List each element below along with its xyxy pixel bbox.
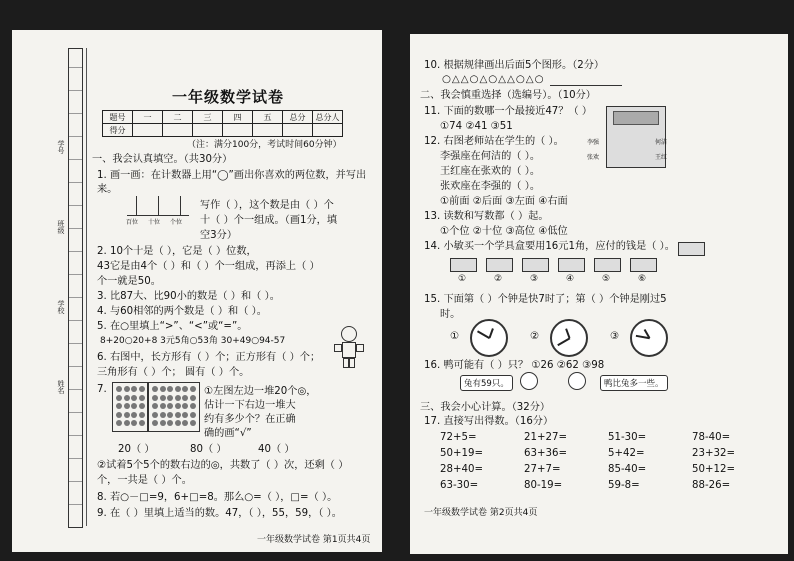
- page-1-footer: 一年级数学试卷 第1页共4页: [257, 535, 371, 545]
- clock-icon[interactable]: [470, 319, 508, 357]
- score-cell[interactable]: [253, 124, 283, 137]
- name-li-qiang: 李强: [587, 139, 600, 146]
- ball: [160, 403, 166, 409]
- q7-part2-line1: ②试着5个5个的数右边的◎，共数了（ ）次，还剩（ ）: [97, 460, 349, 471]
- score-header-cell: 总分: [283, 111, 313, 124]
- score-header-row: [103, 111, 343, 124]
- q7-text1: ①左图左边一堆20个◎，: [204, 386, 317, 397]
- q5: 5. 在○里填上“>”、“<”或“=”。: [97, 321, 248, 332]
- q4: 4. 与60相邻的两个数是（ ）和（ ）。: [97, 306, 267, 317]
- ball: [190, 412, 196, 418]
- calculation-item[interactable]: 59-8=: [608, 480, 640, 491]
- ball: [160, 386, 166, 392]
- side-label-school: 学校: [57, 300, 65, 314]
- calculation-item[interactable]: 50+12=: [692, 464, 735, 475]
- q5-expressions: 8+20○20+8 3元5角○53角 30+49○94-57: [100, 336, 286, 346]
- score-header-cell: 二: [163, 111, 193, 124]
- q7-number: 7.: [97, 384, 107, 395]
- q12-options: ①前面 ②后面 ③左面 ④右面: [440, 196, 568, 207]
- name-zhang-huan: 张欢: [587, 154, 600, 161]
- calculation-item[interactable]: 5+42=: [608, 448, 645, 459]
- ball: [131, 386, 137, 392]
- clock-option-label: ①: [450, 331, 460, 342]
- q10: 10. 根据规律画出后面5个图形。（2分）: [424, 60, 605, 71]
- ball: [175, 386, 181, 392]
- clock-icon[interactable]: [550, 319, 588, 357]
- score-header-cell: 一: [133, 111, 163, 124]
- q17: 17. 直接写出得数。（16分）: [424, 416, 554, 427]
- ball: [182, 403, 188, 409]
- q7-option-40[interactable]: 40（ ）: [258, 444, 295, 455]
- abacus-rod-ones: [180, 196, 181, 216]
- ball: [131, 420, 137, 426]
- q3: 3. 比87大、比90小的数是（ ）和（ ）。: [97, 291, 280, 302]
- calculation-item[interactable]: 85-40=: [608, 464, 647, 475]
- score-row-label: 得分: [103, 124, 133, 137]
- q7-text2: 估计一下右边一堆大: [204, 400, 296, 411]
- calculation-item[interactable]: 63-30=: [440, 480, 479, 491]
- calculation-item[interactable]: 50+19=: [440, 448, 483, 459]
- q13-options: ①个位 ②十位 ③高位 ④低位: [440, 226, 568, 237]
- score-table: [102, 110, 343, 137]
- money-option-image[interactable]: [522, 258, 549, 272]
- exam-page-2: [410, 34, 788, 554]
- calculation-item[interactable]: 72+5=: [440, 432, 477, 443]
- ball: [152, 412, 158, 418]
- money-option-image[interactable]: [558, 258, 585, 272]
- robot-leg-rect: [349, 358, 355, 368]
- ball: [167, 420, 173, 426]
- score-header-cell: 五: [253, 111, 283, 124]
- clock-minute-hand: [557, 337, 570, 345]
- ball: [160, 395, 166, 401]
- money-option-label: ⑤: [602, 274, 611, 284]
- ball: [131, 403, 137, 409]
- ball: [190, 395, 196, 401]
- ball: [160, 412, 166, 418]
- clock-minute-hand: [477, 330, 490, 338]
- q1-line5: 空3分）: [200, 230, 238, 241]
- abacus-label-ones: 个位: [170, 219, 183, 226]
- ball: [139, 395, 145, 401]
- score-header-cell: 总分人: [313, 111, 343, 124]
- q8: 8. 若○－□=9，6+□=8。那么○=（ ），□=（ ）。: [97, 492, 338, 503]
- ball: [116, 412, 122, 418]
- robot-arm-square: [356, 344, 364, 352]
- q2-line1: 2. 10个十是（ ），它是（ ）位数，: [97, 246, 257, 257]
- ball: [116, 386, 122, 392]
- ball: [124, 386, 130, 392]
- ball: [152, 420, 158, 426]
- ball: [124, 395, 130, 401]
- duck-speech-bubble: 鸭比兔多一些。: [600, 375, 668, 391]
- section-3-heading: 三、我会小心计算。（32分）: [420, 402, 551, 413]
- ball: [152, 395, 158, 401]
- ball: [167, 412, 173, 418]
- calculation-item[interactable]: 63+36=: [524, 448, 567, 459]
- ball: [131, 395, 137, 401]
- ball: [175, 395, 181, 401]
- q2-line2: 43它是由4个（ ）和（ ）个一组成，再添上（ ）: [97, 261, 320, 272]
- calculation-item[interactable]: 23+32=: [692, 448, 735, 459]
- classroom-picture: [587, 106, 668, 168]
- ball: [124, 420, 130, 426]
- side-label-class: 班级: [57, 220, 65, 234]
- q13: 13. 读数和写数都（ ）起。: [424, 211, 549, 222]
- q10-answer-line[interactable]: [550, 85, 622, 86]
- robot-body-rect: [342, 342, 356, 358]
- q1-line4: 十（ ）个一组成。（画1分，填: [200, 215, 338, 226]
- q12-line2: 李强座在何洁的（ ）。: [440, 151, 541, 162]
- q7-text4: 确的画“√”: [204, 428, 252, 439]
- q10-pattern: ○△△○△○△△○△○: [442, 74, 545, 85]
- ball: [175, 412, 181, 418]
- score-cell[interactable]: [193, 124, 223, 137]
- exam-title: 一年级数学试卷: [172, 88, 285, 106]
- ball: [131, 412, 137, 418]
- abacus-rod-hundreds: [136, 196, 137, 216]
- name-wang-hong: 王红: [655, 154, 668, 161]
- calculation-item[interactable]: 21+27=: [524, 432, 567, 443]
- score-cell[interactable]: [313, 124, 343, 137]
- ball: [167, 395, 173, 401]
- money-option-image[interactable]: [450, 258, 477, 272]
- money-option-label: ①: [458, 274, 467, 284]
- child-face-icon: [568, 372, 586, 390]
- q15-line2: 时。: [440, 309, 461, 320]
- score-header-cell: 题号: [103, 111, 133, 124]
- q7-part2-line2: 个，一共是（ ）个。: [97, 475, 192, 486]
- ball: [190, 403, 196, 409]
- money-option-image[interactable]: [486, 258, 513, 272]
- q7-option-80[interactable]: 80（ ）: [190, 444, 227, 455]
- rabbit-speech-bubble: 兔有59只。: [460, 375, 513, 391]
- robot-arm-square: [334, 344, 342, 352]
- q1-line3: 写作（ ），这个数是由（ ）个: [200, 200, 334, 211]
- q7-option-20[interactable]: 20（ ）: [118, 444, 155, 455]
- abacus-label-tens: 十位: [148, 219, 161, 226]
- ball: [116, 395, 122, 401]
- money-option-label: ③: [530, 274, 539, 284]
- side-label-name: 姓名: [57, 380, 65, 394]
- ball: [182, 412, 188, 418]
- calculation-item[interactable]: 28+40=: [440, 464, 483, 475]
- ball: [116, 420, 122, 426]
- page-2-footer: 一年级数学试卷 第2页共4页: [424, 508, 538, 518]
- q9: 9. 在（ ）里填上适当的数。47，（ ），55，59，（ ）。: [97, 508, 342, 519]
- q12-line4: 张欢座在李强的（ ）。: [440, 181, 541, 192]
- q12-line3: 王红座在张欢的（ ）。: [440, 166, 541, 177]
- q14: 14. 小敏买一个学具盒要用16元1角，应付的钱是（ ）。: [424, 241, 675, 252]
- score-cell[interactable]: [283, 124, 313, 137]
- money-option-image[interactable]: [594, 258, 621, 272]
- exam-note: （注：满分100分，考试时间60分钟）: [187, 140, 342, 150]
- clock-option-label: ②: [530, 331, 540, 342]
- ball: [152, 403, 158, 409]
- q6-line2: 三角形有（ ）个； 圆有（ ）个。: [97, 367, 250, 378]
- q1-line2: 来。: [97, 184, 118, 195]
- abacus-label-hundreds: 百位: [126, 219, 139, 226]
- robot-head-circle: [341, 326, 357, 342]
- money-note-icon: [678, 242, 705, 256]
- ball: [190, 420, 196, 426]
- money-option-label: ②: [494, 274, 503, 284]
- section-1-heading: 一、我会认真填空。（共30分）: [92, 154, 233, 165]
- q7-text3: 约有多少个？在正确: [204, 414, 296, 425]
- q11: 11. 下面的数哪一个最接近47？（ ）: [424, 106, 593, 117]
- ball: [139, 403, 145, 409]
- clock-icon[interactable]: [630, 319, 668, 357]
- ball: [175, 403, 181, 409]
- ball: [124, 403, 130, 409]
- ball: [182, 386, 188, 392]
- score-cell[interactable]: [163, 124, 193, 137]
- clock-option-label: ③: [610, 331, 620, 342]
- money-option-label: ④: [566, 274, 575, 284]
- ball: [124, 412, 130, 418]
- ball: [167, 386, 173, 392]
- ball: [139, 412, 145, 418]
- q12-line1: 12. 右图老师站在学生的（ ）。: [424, 136, 564, 147]
- calculation-item[interactable]: 27+7=: [524, 464, 561, 475]
- score-cell[interactable]: [223, 124, 253, 137]
- ball: [182, 420, 188, 426]
- ball: [116, 403, 122, 409]
- section-2-heading: 二、我会慎重选择（选编号）。（10分）: [420, 90, 596, 101]
- score-header-cell: 三: [193, 111, 223, 124]
- exam-page-1: [12, 30, 382, 552]
- score-row: [103, 124, 343, 137]
- side-label-number: 学号: [57, 140, 65, 154]
- binding-strip: [68, 48, 83, 528]
- q11-options: ①74 ②41 ③51: [440, 121, 513, 132]
- ball: [139, 420, 145, 426]
- ball: [139, 386, 145, 392]
- name-he-jie: 何洁: [655, 139, 668, 146]
- score-cell[interactable]: [133, 124, 163, 137]
- ball: [152, 386, 158, 392]
- calculation-item[interactable]: 88-26=: [692, 480, 731, 491]
- blackboard-icon: [613, 111, 659, 125]
- calculation-item[interactable]: 80-19=: [524, 480, 563, 491]
- abacus-rod-tens: [158, 196, 159, 216]
- q2-line3: 个一就是50。: [97, 276, 161, 287]
- ball: [175, 420, 181, 426]
- ball: [160, 420, 166, 426]
- calculation-item[interactable]: 78-40=: [692, 432, 731, 443]
- ball: [190, 386, 196, 392]
- q15-line1: 15. 下面第（ ）个钟是快7时了；第（ ）个钟是刚过5: [424, 294, 667, 305]
- binding-line: [86, 48, 90, 526]
- calculation-item[interactable]: 51-30=: [608, 432, 647, 443]
- score-header-cell: 四: [223, 111, 253, 124]
- ball: [167, 403, 173, 409]
- child-face-icon: [520, 372, 538, 390]
- money-option-image[interactable]: [630, 258, 657, 272]
- q16: 16. 鸭可能有（ ）只？ ①26 ②62 ③98: [424, 360, 605, 371]
- ball: [182, 395, 188, 401]
- q6-line1: 6. 右图中，长方形有（ ）个；正方形有（ ）个；: [97, 352, 321, 363]
- money-option-label: ⑥: [638, 274, 647, 284]
- q1-line1: 1. 画一画：在计数器上用“◯”画出你喜欢的两位数，并写出: [97, 170, 367, 181]
